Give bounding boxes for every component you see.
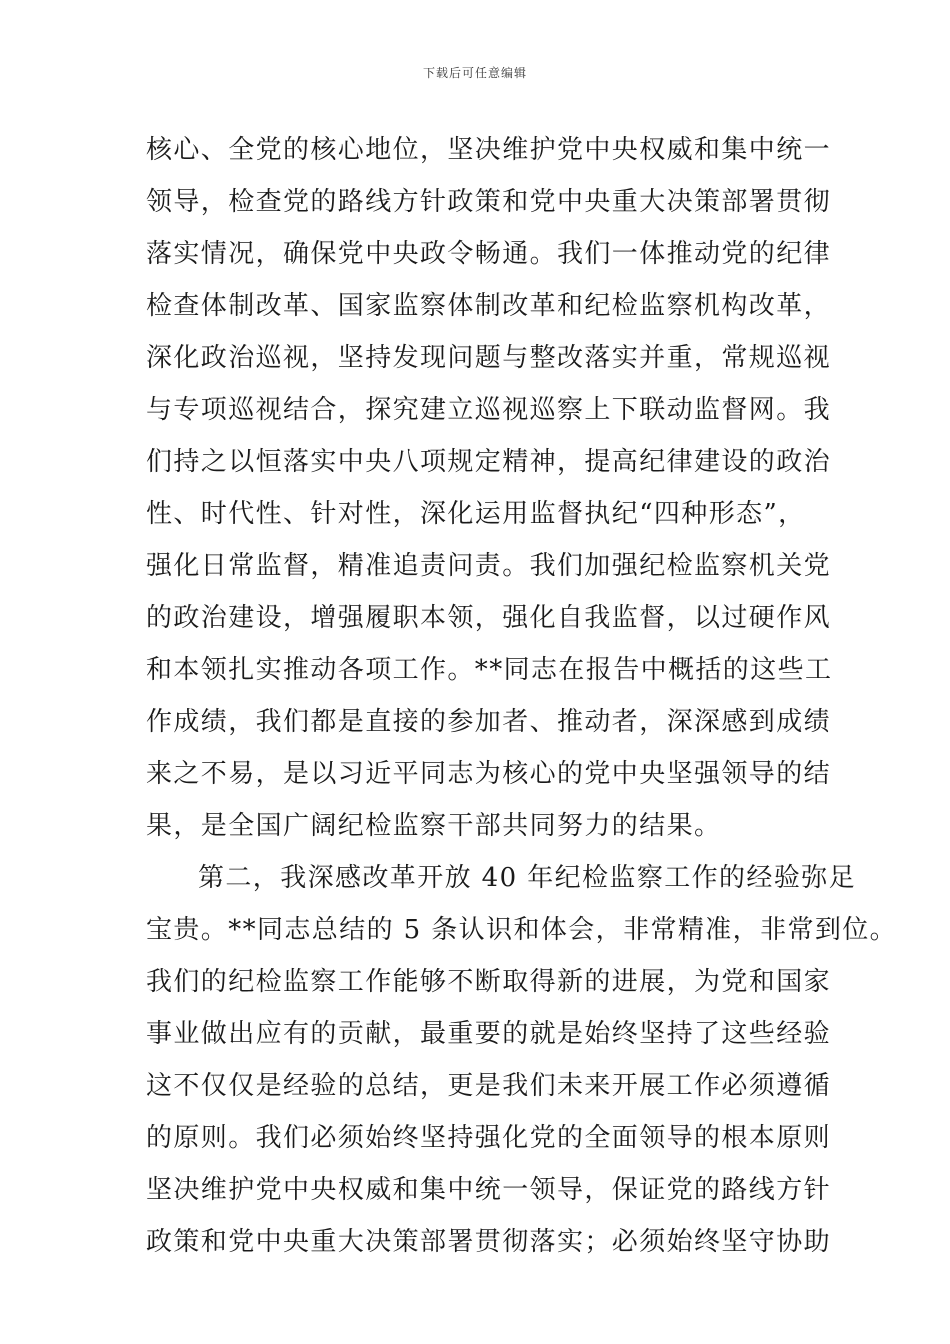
text-line: 的政治建设，增强履职本领，强化自我监督，以过硬作风 [146, 603, 832, 633]
text-line: 领导，检查党的路线方针政策和党中央重大决策部署贯彻 [146, 187, 832, 217]
paragraph-start-line: 第二，我深感改革开放 40 年纪检监察工作的经验弥足 [198, 863, 857, 893]
text-line: 政策和党中央重大决策部署贯彻落实；必须始终坚守协助 [146, 1227, 832, 1257]
text-line: 作成绩，我们都是直接的参加者、推动者，深深感到成绩 [146, 707, 832, 737]
text-line: 这不仅仅是经验的总结，更是我们未来开展工作必须遵循 [146, 1071, 832, 1101]
text-line: 核心、全党的核心地位，坚决维护党中央权威和集中统一 [146, 135, 832, 165]
text-line: 性、时代性、针对性，深化运用监督执纪“四种形态”， [146, 499, 806, 529]
body-text [146, 124, 898, 1268]
text-line: 的原则。我们必须始终坚持强化党的全面领导的根本原则 [146, 1123, 832, 1153]
text-line: 检查体制改革、国家监察体制改革和纪检监察机构改革， [146, 291, 832, 321]
text-line: 果，是全国广阔纪检监察干部共同努力的结果。 [146, 811, 722, 841]
text-line: 和本领扎实推动各项工作。**同志在报告中概括的这些工 [146, 655, 833, 685]
text-line: 强化日常监督，精准追责问责。我们加强纪检监察机关党 [146, 551, 832, 581]
text-line: 宝贵。**同志总结的 5 条认识和体会，非常精准，非常到位。 [146, 915, 898, 945]
text-line: 事业做出应有的贡献，最重要的就是始终坚持了这些经验 [146, 1019, 832, 1049]
text-line: 我们的纪检监察工作能够不断取得新的进展，为党和国家 [146, 967, 832, 997]
text-line: 深化政治巡视，坚持发现问题与整改落实并重，常规巡视 [146, 343, 832, 373]
text-line: 坚决维护党中央权威和集中统一领导，保证党的路线方针 [146, 1175, 832, 1205]
text-line: 与专项巡视结合，探究建立巡视巡察上下联动监督网。我 [146, 395, 832, 425]
text-line: 来之不易，是以习近平同志为核心的党中央坚强领导的结 [146, 759, 832, 789]
text-line: 们持之以恒落实中央八项规定精神，提高纪律建设的政治 [146, 447, 832, 477]
header-note: 下载后可任意编辑 [422, 66, 527, 80]
text-line: 落实情况，确保党中央政令畅通。我们一体推动党的纪律 [146, 239, 832, 269]
